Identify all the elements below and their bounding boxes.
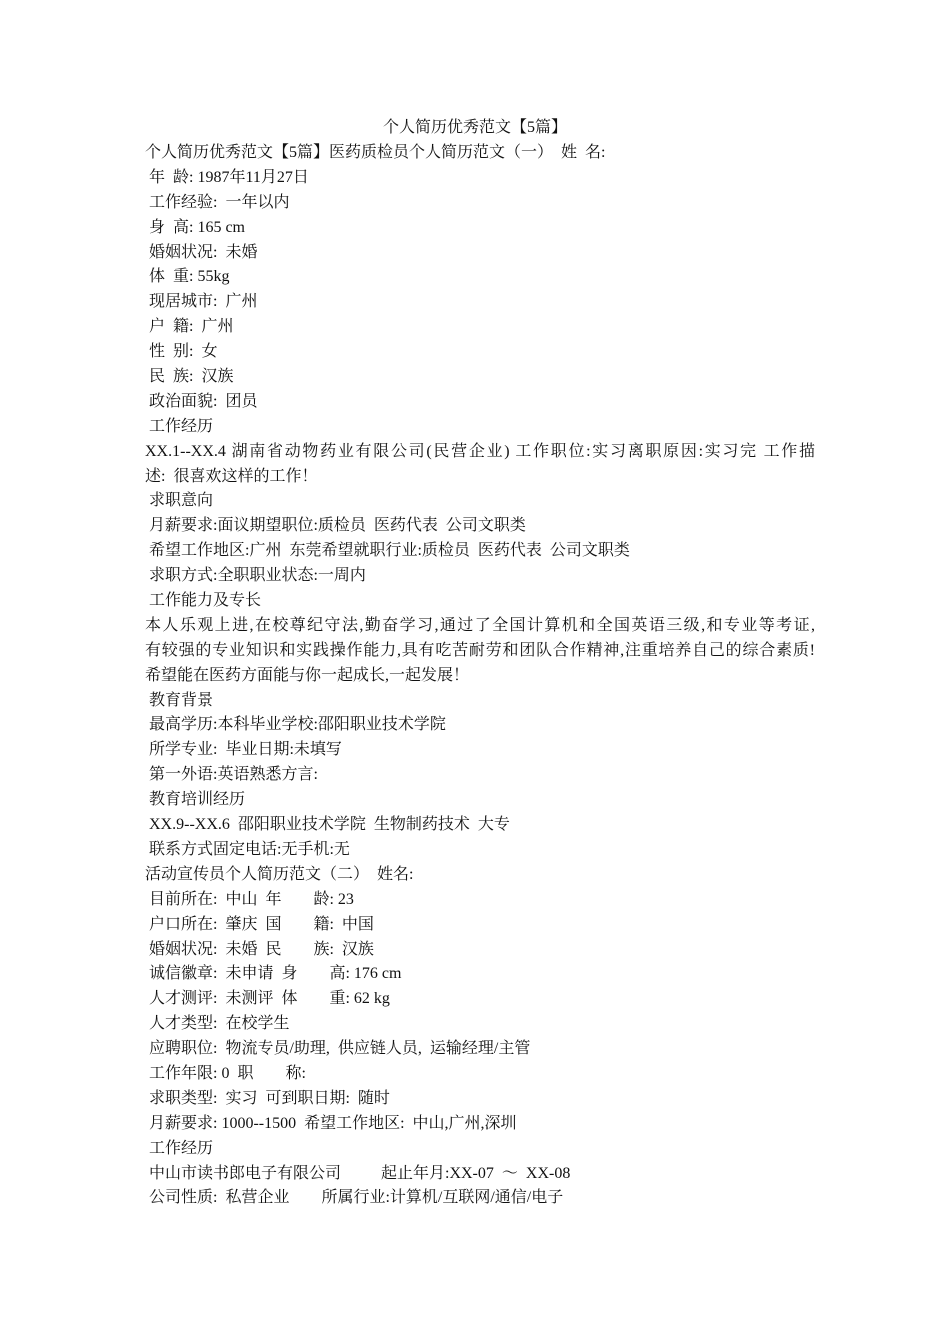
text-line: 婚姻状况: 未婚: [145, 243, 258, 261]
text-line: 目前所在: 中山 年 龄: 23: [145, 890, 354, 908]
document-title: 个人简历优秀范文【5篇】: [382, 119, 567, 136]
text-line: 身 高: 165 cm: [145, 218, 245, 236]
text-line: 工作经验: 一年以内: [145, 193, 290, 211]
text-line: 性 别: 女: [145, 343, 218, 361]
text-line: 所学专业: 毕业日期:未填写: [145, 741, 342, 759]
text-line: 本人乐观上进,在校尊纪守法,勤奋学习,通过了全国计算机和全国英语三级,和专业等考证,: [145, 616, 815, 634]
text-line: 第一外语:英语熟悉方言:: [145, 766, 318, 784]
text-line: 活动宣传员个人简历范文（二） 姓名:: [145, 865, 414, 883]
text-line: 工作年限: 0 职 称:: [145, 1064, 306, 1082]
text-line: 人才类型: 在校学生: [145, 1015, 290, 1033]
text-line: 工作经历: [145, 417, 214, 435]
text-line: 求职意向: [145, 492, 214, 510]
text-line: 最高学历:本科毕业学校:邵阳职业技术学院: [145, 716, 446, 734]
text-line: 公司性质: 私营企业 所属行业:计算机/互联网/通信/电子: [145, 1189, 564, 1207]
text-line: XX.1--XX.4 湖南省动物药业有限公司(民营企业) 工作职位:实习离职原因:实习完 工作描: [145, 442, 815, 460]
text-line: 政治面貌: 团员: [145, 392, 258, 410]
text-line: 希望工作地区:广州 东莞希望就职行业:质检员 医药代表 公司文职类: [145, 542, 630, 560]
text-line: 年 龄: 1987年11月27日: [145, 168, 309, 186]
document-body: [145, 141, 815, 1211]
text-line: 体 重: 55kg: [145, 268, 230, 286]
text-line: 教育背景: [145, 691, 214, 709]
text-line: 教育培训经历: [145, 791, 246, 809]
text-line: XX.9--XX.6 邵阳职业技术学院 生物制药技术 大专: [145, 816, 510, 834]
text-line: 联系方式固定电话:无手机:无: [145, 840, 350, 858]
text-line: 婚姻状况: 未婚 民 族: 汉族: [145, 940, 374, 958]
text-line: 求职方式:全职职业状态:一周内: [145, 567, 366, 585]
text-line: 人才测评: 未测评 体 重: 62 kg: [145, 990, 390, 1008]
text-line: 现居城市: 广州: [145, 293, 258, 311]
text-line: 月薪要求:面议期望职位:质检员 医药代表 公司文职类: [145, 517, 526, 535]
text-line: 月薪要求: 1000--1500 希望工作地区: 中山,广州,深圳: [145, 1114, 517, 1132]
text-line: 应聘职位: 物流专员/助理, 供应链人员, 运输经理/主管: [145, 1040, 531, 1058]
text-line: 诚信徽章: 未申请 身 高: 176 cm: [145, 965, 402, 983]
text-line: 有较强的专业知识和实践操作能力,具有吃苦耐劳和团队合作精神,注重培养自己的综合素质!: [145, 641, 815, 659]
text-line: 述: 很喜欢这样的工作！: [145, 467, 318, 485]
text-line: 工作能力及专长: [145, 592, 262, 610]
text-line: 中山市读书郎电子有限公司 起止年月:XX-07 ～ XX-08: [145, 1164, 571, 1182]
text-line: 工作经历: [145, 1139, 214, 1157]
text-line: 求职类型: 实习 可到职日期: 随时: [145, 1089, 390, 1107]
text-line: 民 族: 汉族: [145, 368, 234, 386]
text-line: 个人简历优秀范文【5篇】医药质检员个人简历范文（一） 姓 名:: [145, 144, 606, 161]
text-line: 希望能在医药方面能与你一起成长,一起发展！: [145, 666, 470, 684]
text-line: 户 籍: 广州: [145, 318, 234, 336]
text-line: 户口所在: 肇庆 国 籍: 中国: [145, 915, 374, 933]
